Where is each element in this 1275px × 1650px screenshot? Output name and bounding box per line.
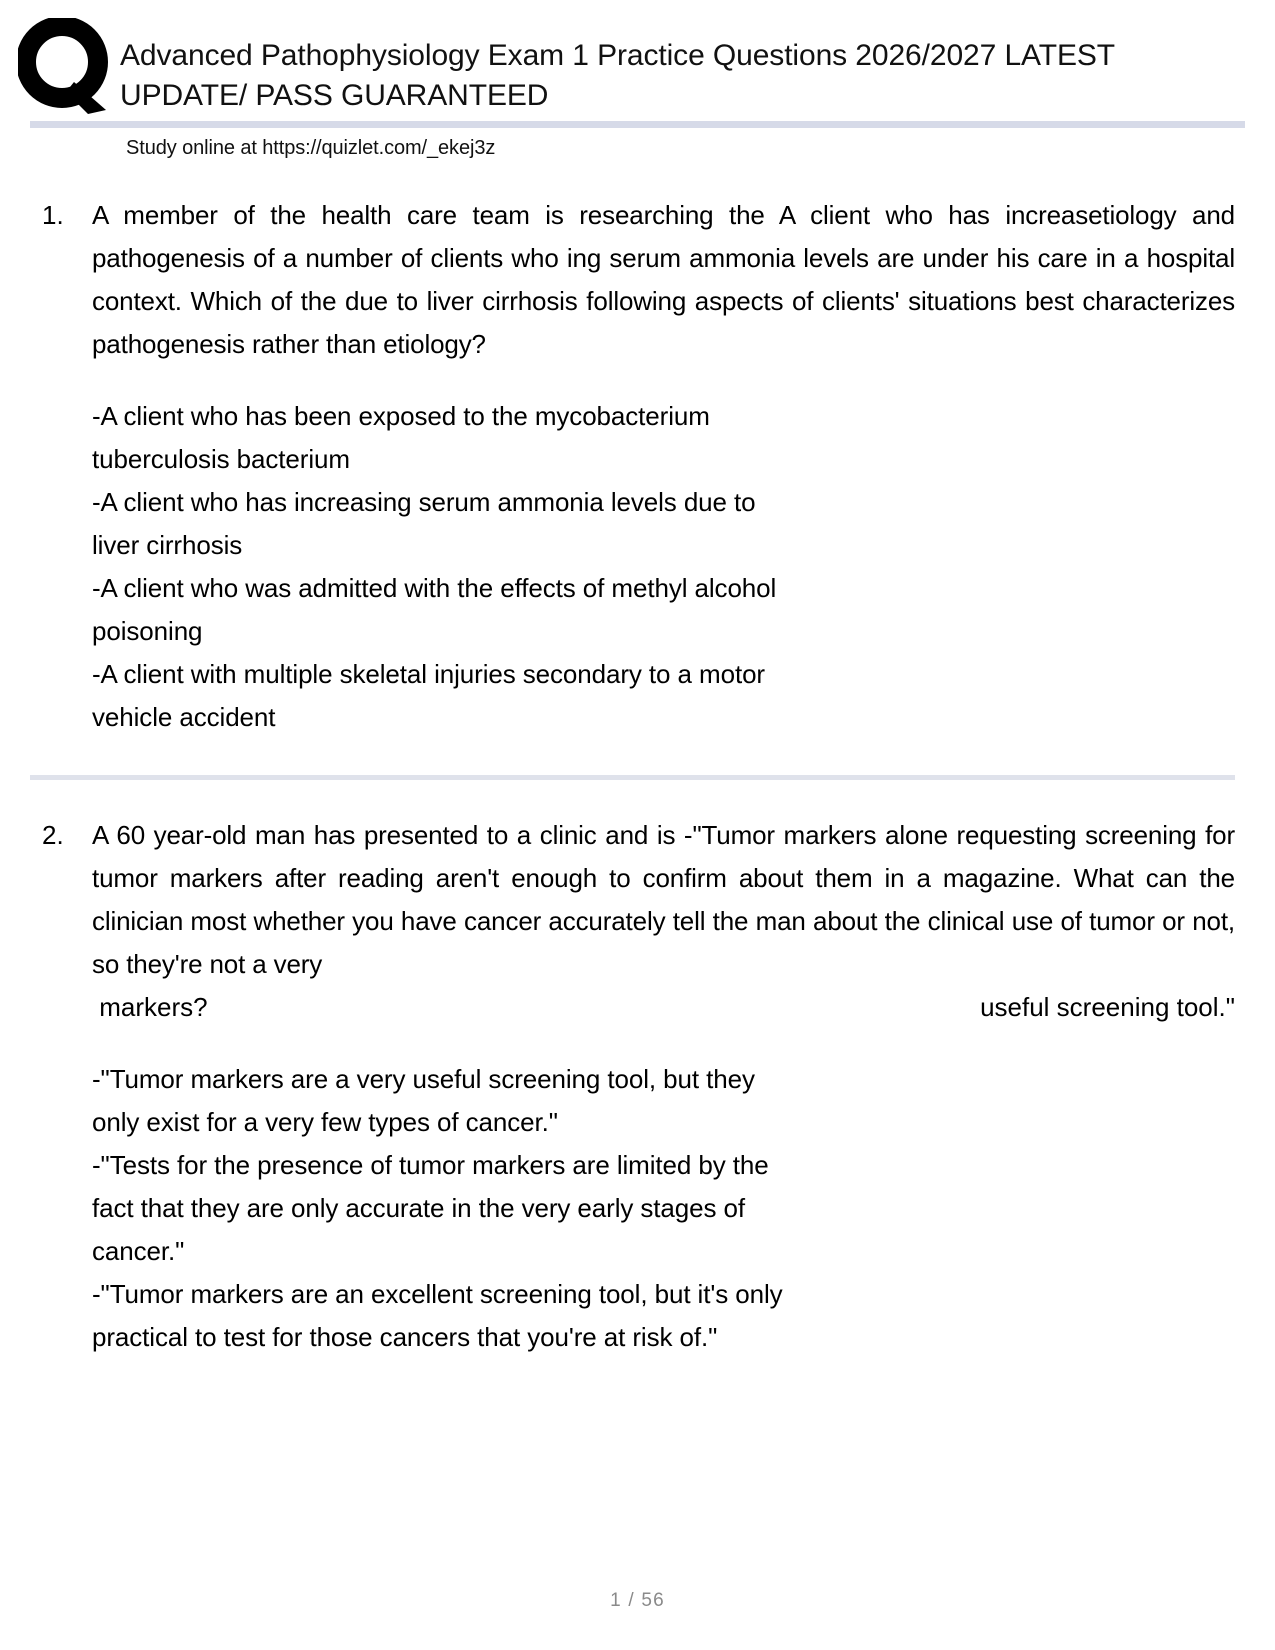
document-title: Advanced Pathophysiology Exam 1 Practice Questions 2026/2027 LATEST UPDATE/ PASS GUARANTEED [120,39,1115,112]
answer-line: vehicle accident [92,702,276,733]
answer-line: -A client who has increasing serum ammonia levels due to [92,487,756,518]
answer-line: only exist for a very few types of cancer." [92,1107,558,1138]
questions-container [0,160,1275,1359]
study-online-link[interactable]: Study online at https://quizlet.com/_ekej3z [126,137,496,160]
question-prompt-2: A 60 year-old man has presented to a clinic and is -"Tumor markers alone requesting screening for tumor markers after reading aren't enough to confirm about them in a magazine. What can the clinician most whether you have cancer accurately tell the man about the clinical use of tumor or not, so they're not a very [92,820,1235,980]
quizlet-q-logo-icon [18,18,114,114]
answer-line: -A client who was admitted with the effects of methyl alcohol [92,573,777,604]
answer-line: tuberculosis bacterium [92,444,350,475]
page-header [0,0,1275,115]
answer-line: -A client who has been exposed to the mycobacterium [92,401,710,432]
answer-line: cancer." [92,1236,185,1267]
question-block-1 [30,160,1235,739]
answer-line: practical to test for those cancers that you're at risk of." [92,1322,718,1353]
question-prompt-2-tail: markers? [92,992,208,1023]
question-body-2 [92,814,1235,1359]
answer-options-2 [92,1029,1235,1359]
answer-line: -"Tumor markers are an excellent screening tool, but it's only [92,1279,783,1310]
answer-line: liver cirrhosis [92,530,243,561]
answer-line: poisoning [92,616,203,647]
answer-line: -A client with multiple skeletal injuries secondary to a motor [92,659,765,690]
question-number-1: 1. [42,200,64,231]
page-footer: 1 / 56 [610,1590,665,1611]
answer-line: -"Tumor markers are a very useful screening tool, but they [92,1064,755,1095]
question-number-2: 2. [42,820,64,851]
question-block-2 [30,780,1235,1359]
answer-line: fact that they are only accurate in the very early stages of [92,1193,746,1224]
question-prompt-2-last-line [92,986,1235,1029]
question-body-1 [92,194,1235,739]
answer-column-tail: useful screening tool." [980,992,1235,1023]
answer-line: -"Tests for the presence of tumor markers are limited by the [92,1150,769,1181]
question-prompt-1: A member of the health care team is researching the A client who has increasetiology and pathogenesis of a number of clients who ing serum ammonia levels are under his care in a hospital context. Which of the due to liver cirrhosis following aspects of clients' situations best characterizes pathogenesis rather than etiology? [92,200,1235,360]
header-divider [30,121,1245,128]
answer-options-1 [92,366,1235,739]
